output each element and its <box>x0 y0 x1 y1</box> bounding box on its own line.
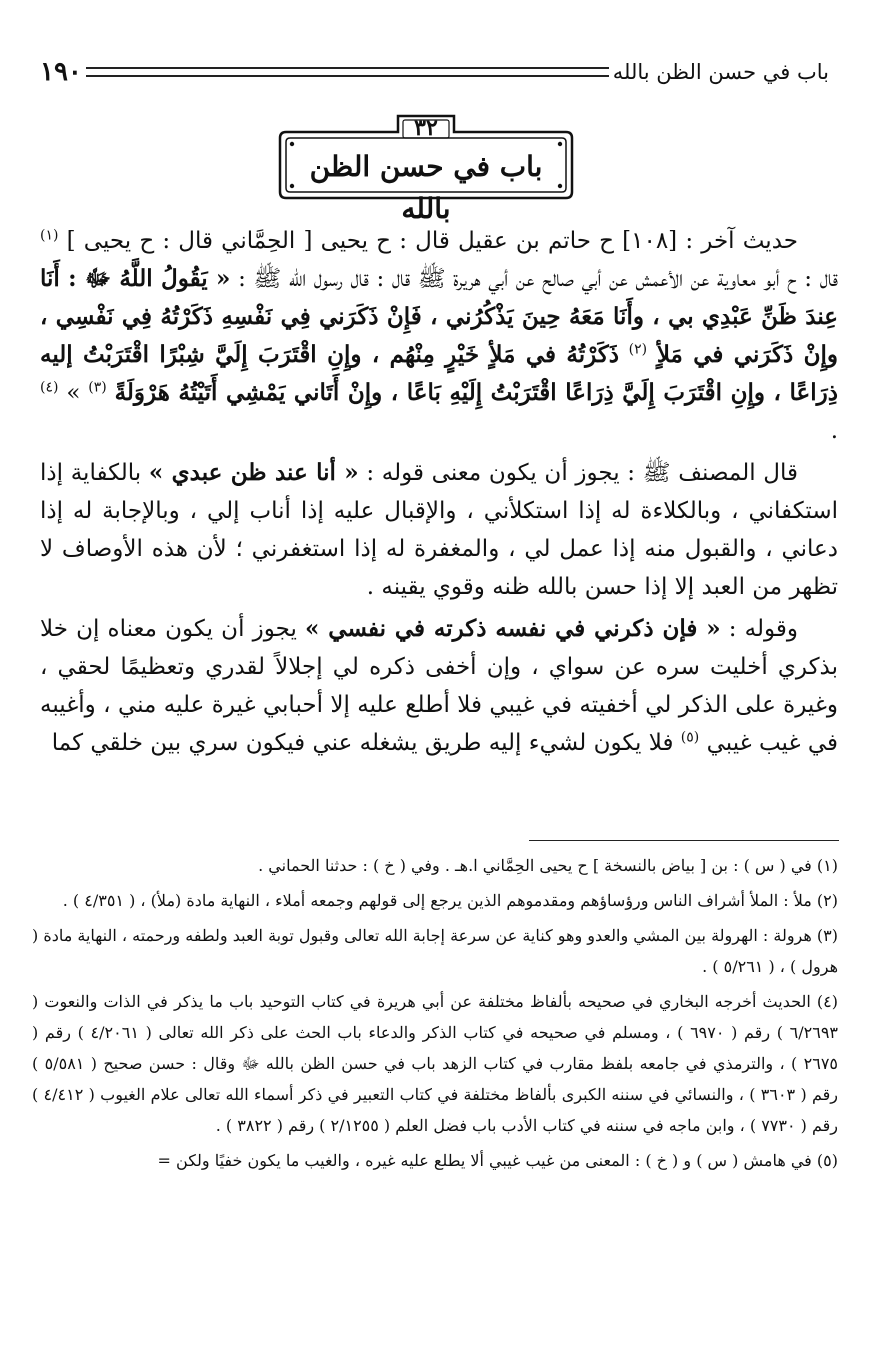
footnote-2: (٢) ملأ : الملأ أشراف الناس ورؤساؤهم ومقدموهم الذين يرجع إلى قولهم وجمعه أملاء ، النهاية مادة (ملأ) ، ( ٤/٣٥١ ) . <box>62 891 838 910</box>
chapter-heading-frame <box>276 110 576 225</box>
footnote-separator <box>529 840 839 841</box>
footnote-4: (٤) الحديث أخرجه البخاري في صحيحه بألفاظ مختلفة عن أبي هريرة في كتاب التوحيد باب ما يذكر في الذات والنعوت ( ٦/٢٦٩٣ ) رقم ( ٦٩٧٠ ) ، ومسلم في صحيحه في كتاب الذكر والدعاء باب الحث على ذكر الله تعالى ( ٤/٢٠٦١ ) رقم ( ٢٦٧٥ ) ، والترمذي في جامعه بلفظ مقارب في كتاب الزهد باب في حسن الظن بالله ﷻ وقال : حسن صحيح ( ٥/٥٨١ ) رقم ( ٣٦٠٣ ) ، والنسائي في سننه الكبرى بألفاظ مختلفة في كتاب التعبير في ذكر أسماء الله تعالى علام الغيوب ( ٤/٤١٢ ) رقم ( ٧٧٣٠ ) ، وابن ماجه في سننه في كتاب الأدب باب فضل العلم ( ٢/١٢٥٥ ) رقم ( ٣٨٢٢ ) . <box>32 992 839 1135</box>
commentary-2-quote: « فإن ذكرني في نفسه ذكرته في نفسي » <box>305 615 721 642</box>
chapter-title: باب في حسن الظن بالله <box>309 150 543 225</box>
footnote-5: (٥) في هامش ( س ) و ( خ ) : المعنى من غيب غيبي ألا يطلع عليه غيره ، والغيب ما يكون خفيًا ولكن = <box>157 1151 838 1170</box>
footnote-1: (١) في ( س ) : بن [ بياض بالنسخة ] ح يحيى الحِمَّاني ا.هـ . وفي ( خ ) : حدثنا الحماني . <box>258 856 838 875</box>
hadith-isnad: حديث آخر : [١٠٨] ح حاتم بن عقيل قال : ح يحيى [ الحِمَّاني قال : ح يحيى ] <box>66 228 799 254</box>
header-double-rule <box>86 67 609 77</box>
footnote-3: (٣) هرولة : الهرولة بين المشي والعدو وهو كناية عن سرعة إجابة الله تعالى وقبول توبة العبد ولطفه ورحمته ، النهاية مادة ( هرول ) ، ( ٥/٢٦١ ) . <box>32 926 839 976</box>
footnote-ref-3: (٣) <box>88 379 107 396</box>
hadith-isnad-cont: قال : ح أبو معاوية عن الأعمش عن أبي صالح عن أبي هريرة ﷺ قال : قال رسول الله ﷺ : <box>238 266 839 292</box>
footnote-ref-5: (٥) <box>680 729 700 746</box>
paragraph-hadith <box>40 222 838 450</box>
commentary-1-text: بالكفاية إذا استكفاني ، وبالكلاءة له إذا استكلأني ، والإقبال عليه إذا أناب إلي ، وبالإجابة له إذا دعاني ، والقبول منه إذا عمل لي ، والمغفرة له إذا استغفرني ؛ لأن هذه الأوصاف لا تظهر من العبد إلا إذا حسن بالله ظنه وقوي يقينه . <box>40 460 838 600</box>
footnotes <box>32 850 838 1180</box>
paragraph-commentary-1 <box>40 454 838 606</box>
hadith-matn: « يَقُولُ اللَّهُ ﷻ : أَنَا عِندَ ظَنِّ عَبْدِي بي ، وأَنَا مَعَهُ حِينَ يَذْكُرُني ، فَإِنْ ذَكَرَني فِي نَفْسِهِ ذَكَرْتُهُ فِي نَفْسِي ، وإِنْ ذَكَرَني في مَلأٍ <box>40 265 839 368</box>
hadith-end: . <box>830 418 838 444</box>
footnote-ref-2: (٢) <box>628 341 648 358</box>
commentary-2-text-cont: فلا يكون لشيء إليه طريق يشغله عني فيكون سري بين خلقي كما <box>51 730 674 756</box>
commentary-1-quote: « أنا عند ظن عبدي » <box>148 459 359 486</box>
running-header-title: باب في حسن الظن بالله <box>612 60 829 84</box>
commentary-2-lead: وقوله : <box>728 616 798 642</box>
commentary-1-lead: قال المصنف ﷺ : يجوز أن يكون معنى قوله : <box>366 460 798 486</box>
footnote-ref-4: (٤) <box>40 379 59 396</box>
page-number: ١٩٠ <box>40 57 82 87</box>
commentary-2-text: يجوز أن يكون معناه إن خلا بذكري أخليت سره عن سواي ، وإن أخفى ذكره لي إجلالاً لقدري وتعظيمًا لحقي ، وغيرة على الذكر لي أخفيته في غيبي فلا أطلع عليه إلا أحبابي غيرة عليه مني ، وأغيبه في غيب غيبي <box>40 616 838 756</box>
chapter-number: ٣٢ <box>414 115 438 141</box>
hadith-matn-cont: ذَكَرْتُهُ في مَلأٍ خَيْرٍ مِنْهُم ، وإِنِ اقْتَرَبَ إِلَيَّ شِبْرًا اقْتَرَبْتُ إليه ذِرَاعًا ، وإِنِ اقْتَرَبَ إِلَيَّ ذِرَاعًا اقْتَرَبْتُ إِلَيْهِ بَاعًا ، وإِنْ أَتَاني يَمْشِي أَتَيْتُهُ هَرْوَلَةً <box>40 341 838 406</box>
main-text <box>40 222 838 766</box>
running-header <box>30 52 839 92</box>
footnote-ref-1: (١) <box>40 227 59 244</box>
hadith-close-quote: » <box>66 380 81 406</box>
paragraph-commentary-2 <box>40 610 838 762</box>
